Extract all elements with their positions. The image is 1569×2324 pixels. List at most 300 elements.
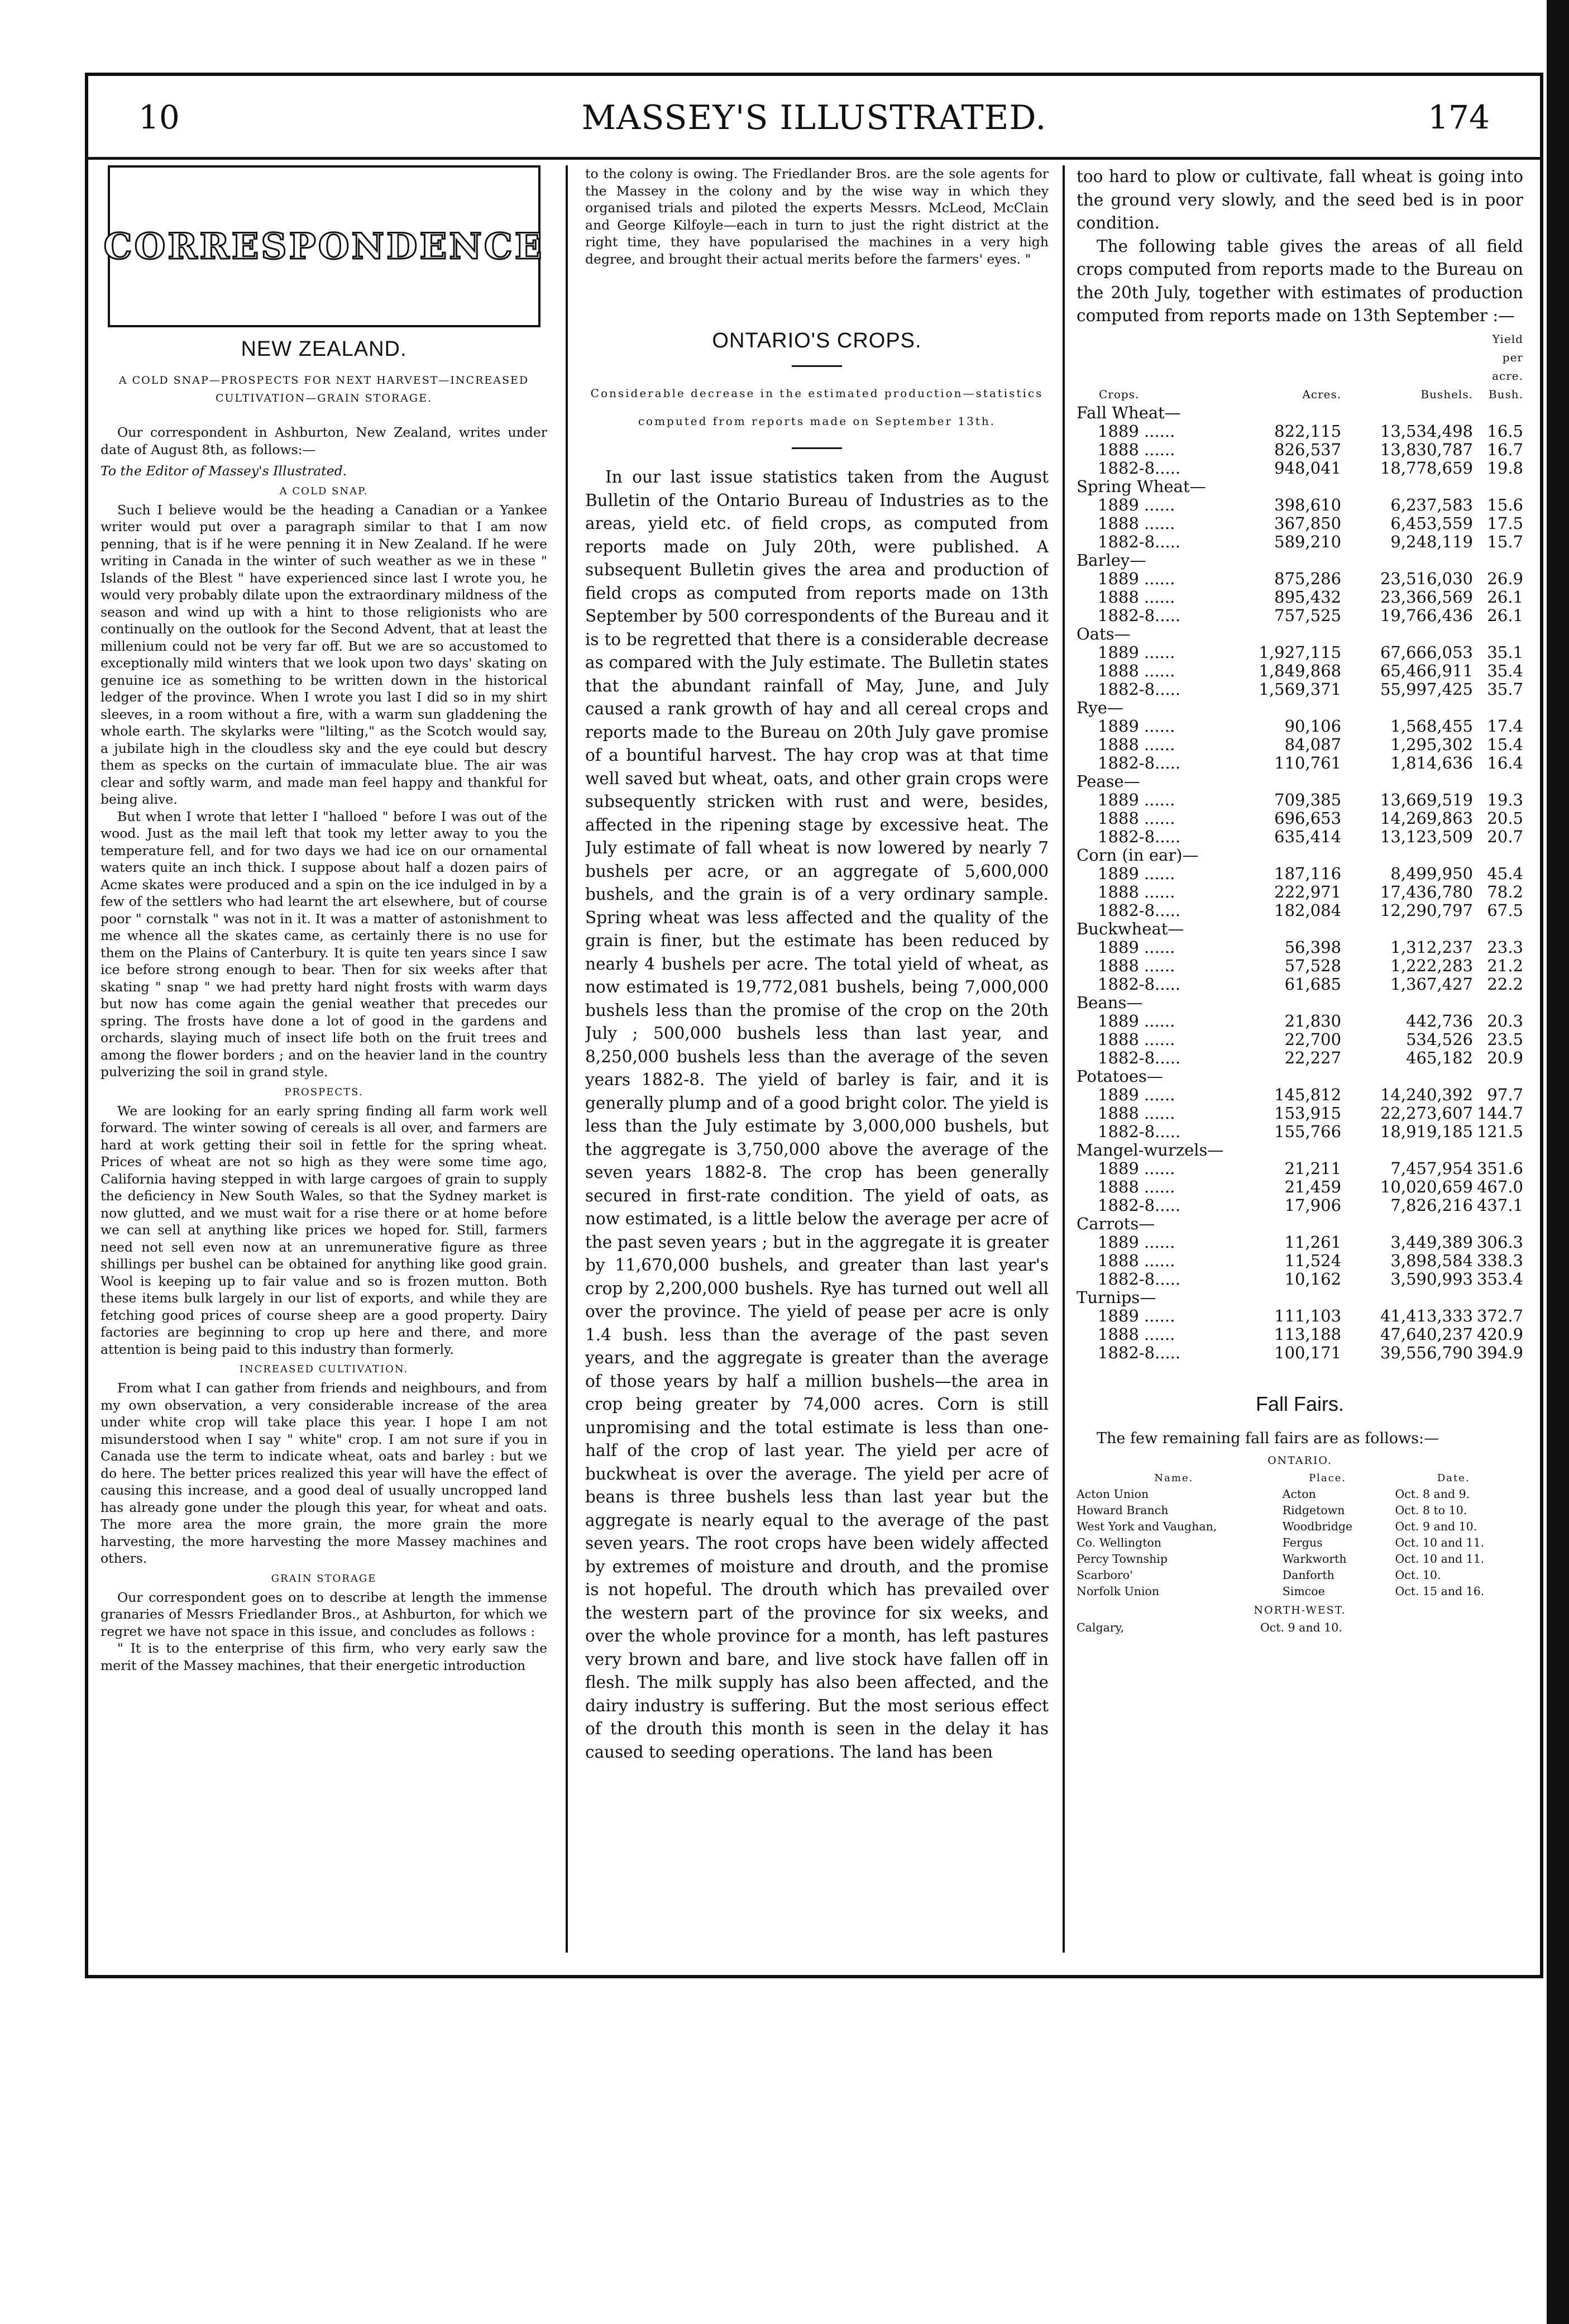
yield-cell: 26.1 — [1487, 587, 1523, 607]
section-subheading: Considerable decrease in the estimated production—statistics computed from reports made on September 13th. — [590, 386, 1044, 428]
year-cell: 1888 ...... — [1098, 1251, 1175, 1270]
bushels-cell: 13,534,498 — [1380, 421, 1473, 441]
acres-cell: 56,398 — [1284, 937, 1342, 957]
section-heading: ONTARIO'S CROPS. — [712, 329, 922, 352]
banner-lettering: CORRESPONDENCE — [103, 225, 544, 268]
crop-name: Turnips— — [1077, 1287, 1156, 1307]
fair-row — [1077, 1620, 1523, 1636]
crop-name: Buckwheat— — [1077, 919, 1184, 938]
bushels-cell: 19,766,436 — [1380, 605, 1473, 625]
article-paragraph: We are looking for an early spring finding all farm work well forward. The winter sowing of cereals is all over, and farmers are hard at work getting their soil in fettle for the spring wheat. Prices of wheat are not so high as they were some time ago, California having stepped in with large cargoes of grain to supply the deficiency in New South Wales, so that the Sydney market is now glutted, and we must wait for a rise there or at home before we can sell at anything like prices we hoped for. Still, farmers need not sell even now at an unremunerative figure as three shillings per bushel can be obtained for anything like good grain. Wool is keeping up to fair value and so is frozen mutton. Both these items bulk largely in our list of exports, and while they are fetching good prices of course sheep are a good property. Dairy factories are beginning to crop up here and there, and more attention is being paid to this industry than formerly. — [101, 1103, 547, 1357]
fair-row — [1077, 1551, 1523, 1567]
acres-cell: 11,261 — [1284, 1232, 1342, 1252]
yield-cell: 19.8 — [1487, 458, 1523, 478]
year-cell: 1882-8..... — [1098, 753, 1181, 772]
fair-date: Oct. 10 and 11. — [1395, 1536, 1485, 1549]
table-row — [1077, 1270, 1523, 1289]
yield-cell: 26.9 — [1487, 569, 1523, 588]
crop-name: Corn (in ear)— — [1077, 845, 1199, 865]
article-paragraph: In our last issue statistics taken from the August Bulletin of the Ontario Bureau of Industries as to the areas, yield etc. of field crops, as computed from reports made on July 20th, were published. A subsequent Bulletin gives the area and production of field crops as computed from reports made on 13th September by 500 correspondents of the Bureau and it is to be regretted that there is a considerable decrease as compared with the July estimate. The Bulletin states that the abundant rainfall of May, June, and July caused a rank growth of hay and all cereal crops and reports made to the Bureau on 20th July gave promise of a bountiful harvest. The hay crop was at that time well saved but wheat, oats, and other grain crops were subsequently stricken with rust and were, besides, affected in the ripening stage by excessive heat. The July estimate of fall wheat is now lowered by nearly 7 bushels per acre, or an aggregate of 5,600,000 bushels, and the grain is of a very ordinary sample. Spring wheat was less affected and the quality of the grain is finer, but the estimate has been reduced by nearly 4 bushels per acre. The total yield of wheat, as now estimated is 19,772,081 bushels, being 7,000,000 bushels less than the promise of the crop on the 20th July ; 500,000 bushels less than last year, and 8,250,000 bushels less than the average of the seven years 1882-8. The yield of barley is fair, and it is generally plump and of a good bright color. The yield is less than the July estimate by 3,000,000 bushels, but the aggregate is 3,750,000 above the average of the seven years 1882-8. The crop has been generally secured in first-rate condition. The yield of oats, as now estimated, is a little below the average per acre of the past seven years ; but in the aggregate it is greater by 11,670,000 bushels, and greater than last year's crop by 2,200,000 bushels. Rye has turned out well all over the province. The yield of pease per acre is only 1.4 bush. less than the average of the past seven years, and the aggregate is greater than the average of those years by half a million bushels—the area in crop being greater by 74,000 acres. Corn is still unpromising and the total estimate is less than one-half of the crop of last year. The yield per acre of buckwheat is over the average. The yield per acre of beans is three bushels less than last year but the aggregate is nearly equal to the average of the past seven years. The root crops have been widely affected by extremes of moisture and drouth, and the promise is not hopeful. The drouth which has prevailed over the western part of the province for six weeks, and over the whole province for a month, has left pastures very brown and bare, and live stock have fallen off in flesh. The milk supply has also been affected, and the dairy industry is suffering. But the most serious effect of the drouth this month is seen in the delay it has caused to seeding operations. The land has been — [585, 467, 1049, 1762]
year-cell: 1882-8..... — [1098, 679, 1181, 699]
year-cell: 1888 ...... — [1098, 734, 1175, 754]
fair-place: Danforth — [1282, 1568, 1334, 1582]
bushels-cell: 67,666,053 — [1380, 642, 1473, 662]
fair-row — [1077, 1519, 1523, 1535]
table-row — [1077, 1252, 1523, 1270]
fair-date: Oct. 9 and 10. — [1395, 1520, 1477, 1533]
yield-cell: 78.2 — [1487, 882, 1523, 901]
fair-place: Ridgetown — [1282, 1504, 1345, 1517]
subsection-heading: GRAIN STORAGE — [271, 1572, 377, 1585]
acres-cell: 1,927,115 — [1259, 642, 1342, 662]
table-row — [1077, 1123, 1523, 1141]
article-paragraph: But when I wrote that letter I "halloed " before I was out of the wood. Just as the mail left that took my letter away to you the temperature fell, and for two days we had ice on our ornamental waters quite an inch thick. I suppose about half a dozen pairs of Acme skates were produced and a spin on the ice indulged in by a few of the settlers who had learnt the art elsewhere, but of course poor " cornstalk " was not in it. It was a matter of astonishment to me whence all the skates came, as certainly there is no use for them on the Plains of Canterbury. It is quite ten years since I saw ice before strong enough to bear. Then for six weeks after that skating " snap " we had pretty hard night frosts with warm days but now has come again the genial weather that precedes our spring. The frosts have done a lot of good in the gardens and orchards, slaying much of insect life both on the fruit trees and among the flower borders ; and on the heavier land in the country pulverizing the soil in grand style. — [101, 808, 547, 1080]
fair-date: Oct. 15 and 16. — [1395, 1585, 1485, 1598]
acres-cell: 589,210 — [1274, 532, 1342, 551]
year-cell: 1889 ...... — [1098, 569, 1175, 588]
table-row — [1077, 514, 1523, 533]
column-left — [101, 165, 547, 1936]
article-paragraph: Such I believe would be the heading a Canadian or a Yankee writer would put over a paragraph similar to that I am now penning, that is if he were penning it in New Zealand. If he were writing in Canada in the winter of such weather as we in these " Islands of the Blest " have experienced since last I wrote you, he would very probably dilate upon the extraordinary mildness of the season and wind up with a hint to those religionists who are continually on the outlook for the Second Advent, that at least the millenium could not be very far off. But we are so accustomed to exceptionally mild winters that we look upon two days' skating on genuine ice as something to be written down in the historical ledger of the province. When I wrote you last I did so in my shirt sleeves, in a room without a fire, with a warm sun gladdening the whole earth. The skylarks were "lilting," as the Scotch would say, a jubilate high in the cloudless sky and the eye could but descry them as specks on the curtain of immaculate blue. The air was clear and softly warm, and made man feel happy and thankful for being alive. — [101, 502, 547, 807]
fair-place: Acton — [1282, 1487, 1316, 1501]
column-right — [1077, 165, 1523, 1936]
table-header: Yield per acre. Bush. — [1488, 332, 1523, 401]
year-cell: 1888 ...... — [1098, 1029, 1175, 1049]
yield-cell: 420.9 — [1476, 1324, 1523, 1344]
year-cell: 1882-8..... — [1098, 1269, 1181, 1289]
acres-cell: 367,850 — [1274, 513, 1342, 533]
yield-cell: 20.7 — [1487, 827, 1523, 846]
fair-date: Oct. 9 and 10. — [1260, 1621, 1342, 1634]
bushels-cell: 39,556,790 — [1380, 1343, 1473, 1362]
acres-cell: 145,812 — [1274, 1085, 1342, 1104]
year-cell: 1889 ...... — [1098, 937, 1175, 957]
yield-cell: 353.4 — [1476, 1269, 1523, 1289]
page-number-left: 10 — [138, 98, 180, 136]
bushels-cell: 55,997,425 — [1380, 679, 1473, 699]
article-paragraph: Our correspondent in Ashburton, New Zealand, writes under date of August 8th, as follows:— — [101, 424, 547, 457]
fairs-intro: The few remaining fall fairs are as follows:— — [1097, 1429, 1439, 1447]
acres-cell: 21,830 — [1284, 1011, 1342, 1030]
year-cell: 1889 ...... — [1098, 1085, 1175, 1104]
fair-place: Warkworth — [1282, 1552, 1347, 1566]
year-cell: 1889 ...... — [1098, 790, 1175, 809]
year-cell: 1882-8..... — [1098, 1122, 1181, 1141]
acres-cell: 187,116 — [1274, 863, 1342, 883]
crop-name: Spring Wheat— — [1077, 476, 1206, 496]
yield-cell: 23.3 — [1487, 937, 1523, 957]
table-row — [1077, 662, 1523, 680]
yield-cell: 338.3 — [1476, 1251, 1523, 1270]
bushels-cell: 17,436,780 — [1380, 882, 1473, 901]
column-divider — [1063, 165, 1065, 1953]
crop-group-row — [1077, 994, 1523, 1012]
table-header: Date. — [1437, 1472, 1470, 1484]
subsection-heading: PROSPECTS. — [284, 1086, 363, 1098]
bushels-cell: 9,248,119 — [1390, 532, 1473, 551]
yield-cell: 16.5 — [1487, 421, 1523, 441]
bushels-cell: 47,640,237 — [1380, 1324, 1473, 1344]
fair-row — [1077, 1502, 1523, 1519]
yield-cell: 35.4 — [1487, 661, 1523, 680]
table-header: Name. — [1154, 1472, 1194, 1484]
table-row — [1077, 809, 1523, 828]
bushels-cell: 1,312,237 — [1390, 937, 1473, 957]
bushels-cell: 23,366,569 — [1380, 587, 1473, 607]
year-cell: 1882-8..... — [1098, 1195, 1181, 1215]
acres-cell: 21,211 — [1284, 1158, 1342, 1178]
yield-cell: 17.5 — [1487, 513, 1523, 533]
year-cell: 1888 ...... — [1098, 661, 1175, 680]
table-row — [1077, 459, 1523, 478]
year-cell: 1889 ...... — [1098, 1232, 1175, 1252]
article-paragraph: too hard to plow or cultivate, fall wheat is going into the ground very slowly, and the seed bed is in poor condition. — [1077, 167, 1523, 232]
acres-cell: 875,286 — [1274, 569, 1342, 588]
table-row — [1077, 1104, 1523, 1123]
bushels-cell: 1,295,302 — [1390, 734, 1473, 754]
table-row — [1077, 736, 1523, 754]
table-row — [1077, 865, 1523, 883]
table-row — [1077, 1196, 1523, 1215]
subsection-heading: INCREASED CULTIVATION. — [239, 1363, 409, 1375]
bushels-cell: 1,568,455 — [1390, 716, 1473, 736]
crop-group-row — [1077, 846, 1523, 865]
crop-group-row — [1077, 1289, 1523, 1307]
acres-cell: 826,537 — [1274, 440, 1342, 459]
year-cell: 1888 ...... — [1098, 808, 1175, 828]
table-row — [1077, 957, 1523, 975]
year-cell: 1882-8..... — [1098, 1048, 1181, 1067]
table-row — [1077, 717, 1523, 736]
masthead-title: MASSEY'S ILLUSTRATED. — [581, 98, 1047, 137]
bushels-cell: 18,778,659 — [1380, 458, 1473, 478]
crop-name: Oats— — [1077, 624, 1131, 643]
table-row — [1077, 588, 1523, 607]
page-number-right: 174 — [1428, 98, 1490, 136]
yield-cell: 19.3 — [1487, 790, 1523, 809]
yield-cell: 394.9 — [1476, 1343, 1523, 1362]
fair-row — [1077, 1535, 1523, 1551]
fair-name: Howard Branch — [1077, 1504, 1169, 1517]
page-header — [88, 76, 1540, 160]
year-cell: 1888 ...... — [1098, 1324, 1175, 1344]
table-row — [1077, 938, 1523, 957]
page-edge-shadow — [1547, 0, 1569, 2324]
acres-cell: 61,685 — [1284, 974, 1342, 994]
yield-cell: 16.7 — [1487, 440, 1523, 459]
fair-name: Norfolk Union — [1077, 1585, 1160, 1598]
yield-cell: 20.5 — [1487, 808, 1523, 828]
acres-cell: 709,385 — [1274, 790, 1342, 809]
article-paragraph: From what I can gather from friends and neighbours, and from my own observation, a very considerable increase of the area under white crop will take place this year. I hope I am not misunderstood when I say " white" crop. I am not sure if you in Canada use the term to indicate wheat, oats and barley : but we do here. The better prices realized this year will have the effect of causing this increase, and a good deal of usually uncropped land has already gone under the plough this year, for wheat and oats. The more area the more grain, the more grain the more harvesting, the more harvesting the more Massey machines and others. — [101, 1380, 547, 1566]
table-row — [1077, 1030, 1523, 1049]
table-row — [1077, 754, 1523, 772]
acres-cell: 153,915 — [1274, 1103, 1342, 1123]
year-cell: 1889 ...... — [1098, 421, 1175, 441]
table-header: Place. — [1309, 1472, 1347, 1484]
fair-date: Oct. 8 to 10. — [1395, 1504, 1467, 1517]
crop-name: Beans— — [1077, 992, 1143, 1012]
acres-cell: 11,524 — [1284, 1251, 1342, 1270]
bushels-cell: 7,457,954 — [1390, 1158, 1473, 1178]
acres-cell: 822,115 — [1274, 421, 1342, 441]
correspondence-banner — [103, 165, 544, 327]
yield-cell: 22.2 — [1487, 974, 1523, 994]
yield-cell: 26.1 — [1487, 605, 1523, 625]
acres-cell: 222,971 — [1274, 882, 1342, 901]
fair-place: Woodbridge — [1282, 1520, 1353, 1533]
table-header: Acres. — [1302, 387, 1342, 401]
column-middle — [585, 165, 1049, 1936]
crop-group-row — [1077, 404, 1523, 422]
article-paragraph: " It is to the enterprise of this firm, who very early saw the merit of the Massey machines, that their energetic introduction — [101, 1640, 547, 1673]
fair-place: Simcoe — [1282, 1585, 1325, 1598]
short-rule — [792, 365, 842, 367]
table-row — [1077, 441, 1523, 459]
fair-row — [1077, 1583, 1523, 1600]
yield-cell: 15.7 — [1487, 532, 1523, 551]
bushels-cell: 3,590,993 — [1390, 1269, 1473, 1289]
year-cell: 1882-8..... — [1098, 827, 1181, 846]
crop-group-row — [1077, 625, 1523, 643]
yield-cell: 21.2 — [1487, 956, 1523, 975]
crop-group-row — [1077, 772, 1523, 791]
year-cell: 1889 ...... — [1098, 642, 1175, 662]
salutation: To the Editor of Massey's Illustrated. — [101, 463, 347, 479]
bushels-cell: 465,182 — [1406, 1048, 1473, 1067]
subsection-heading: A COLD SNAP. — [279, 485, 369, 497]
column-divider — [566, 165, 568, 1953]
crop-group-row — [1077, 1067, 1523, 1086]
crop-group-row — [1077, 920, 1523, 938]
table-row — [1077, 901, 1523, 920]
acres-cell: 155,766 — [1274, 1122, 1342, 1141]
yield-cell: 20.3 — [1487, 1011, 1523, 1030]
fairs-table — [1077, 1620, 1523, 1636]
table-row — [1077, 607, 1523, 625]
bushels-cell: 534,526 — [1406, 1029, 1473, 1049]
fair-name: Co. Wellington — [1077, 1536, 1162, 1549]
fair-row — [1077, 1486, 1523, 1502]
acres-cell: 111,103 — [1274, 1306, 1342, 1325]
article-paragraph: to the colony is owing. The Friedlander Bros. are the sole agents for the Massey in the colony and by the wise way in which they organised trials and piloted the experts Messrs. McLeod, McClain and George Kilfoyle—each in turn to just the right district at the right time, they have popularised the machines in a very high degree, and brought their actual merits before the farmers' eyes. " — [585, 166, 1049, 267]
bushels-cell: 65,466,911 — [1380, 661, 1473, 680]
yield-cell: 144.7 — [1476, 1103, 1523, 1123]
yield-cell: 23.5 — [1487, 1029, 1523, 1049]
acres-cell: 398,610 — [1274, 495, 1342, 514]
table-row — [1077, 533, 1523, 551]
yield-cell: 372.7 — [1476, 1306, 1523, 1325]
yield-cell: 17.4 — [1487, 716, 1523, 736]
acres-cell: 696,653 — [1274, 808, 1342, 828]
acres-cell: 635,414 — [1274, 827, 1342, 846]
acres-cell: 90,106 — [1284, 716, 1342, 736]
table-row — [1077, 1325, 1523, 1344]
year-cell: 1889 ...... — [1098, 716, 1175, 736]
table-row — [1077, 1159, 1523, 1178]
yield-cell: 15.6 — [1487, 495, 1523, 514]
bushels-cell: 14,269,863 — [1380, 808, 1473, 828]
table-row — [1077, 791, 1523, 809]
table-header: Bushels. — [1420, 387, 1473, 401]
year-cell: 1889 ...... — [1098, 863, 1175, 883]
fair-name: Percy Township — [1077, 1552, 1168, 1566]
bushels-cell: 3,898,584 — [1390, 1251, 1473, 1270]
crop-name: Pease— — [1077, 771, 1140, 791]
crop-group-row — [1077, 699, 1523, 717]
section-subheading: A COLD SNAP—PROSPECTS FOR NEXT HARVEST—INCREASED CULTIVATION—GRAIN STORAGE. — [118, 374, 529, 404]
crop-name: Barley— — [1077, 550, 1146, 570]
table-row — [1077, 643, 1523, 662]
acres-cell: 110,761 — [1274, 753, 1342, 772]
year-cell: 1888 ...... — [1098, 513, 1175, 533]
bushels-cell: 10,020,659 — [1380, 1177, 1473, 1196]
yield-cell: 67.5 — [1487, 900, 1523, 920]
fair-name: Calgary, — [1077, 1621, 1124, 1634]
table-row — [1077, 496, 1523, 514]
fair-date: Oct. 8 and 9. — [1395, 1487, 1470, 1501]
yield-cell: 121.5 — [1476, 1122, 1523, 1141]
acres-cell: 1,849,868 — [1259, 661, 1342, 680]
crop-statistics-table — [1077, 330, 1523, 1362]
fall-fairs-heading: Fall Fairs. — [1255, 1392, 1344, 1415]
table-row — [1077, 422, 1523, 441]
acres-cell: 22,700 — [1284, 1029, 1342, 1049]
crop-group-row — [1077, 478, 1523, 496]
fair-place: Fergus — [1282, 1536, 1323, 1549]
year-cell: 1889 ...... — [1098, 1011, 1175, 1030]
acres-cell: 182,084 — [1274, 900, 1342, 920]
acres-cell: 17,906 — [1284, 1195, 1342, 1215]
bushels-cell: 13,830,787 — [1380, 440, 1473, 459]
acres-cell: 57,528 — [1284, 956, 1342, 975]
bushels-cell: 1,814,636 — [1390, 753, 1473, 772]
table-row — [1077, 1012, 1523, 1030]
bushels-cell: 6,453,559 — [1390, 513, 1473, 533]
page-frame — [85, 73, 1543, 1978]
acres-cell: 21,459 — [1284, 1177, 1342, 1196]
table-row — [1077, 570, 1523, 588]
table-row — [1077, 1178, 1523, 1196]
acres-cell: 113,188 — [1274, 1324, 1342, 1344]
table-row — [1077, 1049, 1523, 1067]
crop-name: Fall Wheat— — [1077, 403, 1181, 422]
fair-date: Oct. 10. — [1395, 1568, 1441, 1582]
table-row — [1077, 1233, 1523, 1252]
crop-name: Potatoes— — [1077, 1066, 1163, 1086]
section-heading: NEW ZEALAND. — [241, 337, 407, 361]
acres-cell: 895,432 — [1274, 587, 1342, 607]
fair-name: Acton Union — [1077, 1487, 1149, 1501]
yield-cell: 20.9 — [1487, 1048, 1523, 1067]
acres-cell: 948,041 — [1274, 458, 1342, 478]
acres-cell: 22,227 — [1284, 1048, 1342, 1067]
year-cell: 1889 ...... — [1098, 1158, 1175, 1178]
year-cell: 1882-8..... — [1098, 458, 1181, 478]
year-cell: 1882-8..... — [1098, 974, 1181, 994]
year-cell: 1889 ...... — [1098, 495, 1175, 514]
year-cell: 1882-8..... — [1098, 605, 1181, 625]
table-row — [1077, 1086, 1523, 1104]
yield-cell: 467.0 — [1476, 1177, 1523, 1196]
table-row — [1077, 1344, 1523, 1362]
crop-group-row — [1077, 1215, 1523, 1233]
yield-cell: 35.7 — [1487, 679, 1523, 699]
province-heading: NORTH-WEST. — [1254, 1604, 1346, 1616]
fair-place — [1216, 1620, 1249, 1636]
yield-cell: 15.4 — [1487, 734, 1523, 754]
fairs-table — [1077, 1470, 1523, 1600]
table-row — [1077, 883, 1523, 901]
yield-cell: 16.4 — [1487, 753, 1523, 772]
bushels-cell: 13,669,519 — [1380, 790, 1473, 809]
year-cell: 1888 ...... — [1098, 440, 1175, 459]
bushels-cell: 3,449,389 — [1390, 1232, 1473, 1252]
article-paragraph: The following table gives the areas of all field crops computed from reports made to the Bureau on the 20th July, together with estimates of production computed from reports made on 13th September :— — [1077, 236, 1523, 325]
acres-cell: 757,525 — [1274, 605, 1342, 625]
table-row — [1077, 828, 1523, 846]
short-rule — [792, 447, 842, 449]
header-rule — [88, 157, 1540, 160]
year-cell: 1888 ...... — [1098, 882, 1175, 901]
bushels-cell: 1,222,283 — [1390, 956, 1473, 975]
acres-cell: 100,171 — [1274, 1343, 1342, 1362]
crop-name: Rye— — [1077, 698, 1123, 717]
acres-cell: 84,087 — [1284, 734, 1342, 754]
fair-row — [1077, 1567, 1523, 1583]
year-cell: 1882-8..... — [1098, 1343, 1181, 1362]
yield-cell: 45.4 — [1487, 863, 1523, 883]
bushels-cell: 14,240,392 — [1380, 1085, 1473, 1104]
bushels-cell: 23,516,030 — [1380, 569, 1473, 588]
yield-cell: 97.7 — [1487, 1085, 1523, 1104]
year-cell: 1882-8..... — [1098, 532, 1181, 551]
crop-group-row — [1077, 1141, 1523, 1159]
article-paragraph: Our correspondent goes on to describe at length the immense granaries of Messrs Friedlander Bros., at Ashburton, for which we regret we have not space in this issue, and concludes as follows : — [101, 1589, 547, 1639]
bushels-cell: 8,499,950 — [1390, 863, 1473, 883]
bushels-cell: 22,273,607 — [1380, 1103, 1473, 1123]
bushels-cell: 13,123,509 — [1380, 827, 1473, 846]
acres-cell: 1,569,371 — [1259, 679, 1342, 699]
year-cell: 1888 ...... — [1098, 587, 1175, 607]
table-row — [1077, 680, 1523, 699]
fair-name: West York and Vaughan, — [1077, 1520, 1217, 1533]
yield-cell: 306.3 — [1476, 1232, 1523, 1252]
bushels-cell: 12,290,797 — [1380, 900, 1473, 920]
yield-cell: 437.1 — [1476, 1195, 1523, 1215]
year-cell: 1888 ...... — [1098, 956, 1175, 975]
year-cell: 1888 ...... — [1098, 1103, 1175, 1123]
bushels-cell: 7,826,216 — [1390, 1195, 1473, 1215]
crop-group-row — [1077, 551, 1523, 570]
table-header: Crops. — [1099, 387, 1140, 401]
year-cell: 1889 ...... — [1098, 1306, 1175, 1325]
bushels-cell: 41,413,333 — [1380, 1306, 1473, 1325]
bushels-cell: 442,736 — [1406, 1011, 1473, 1030]
fair-name: Scarboro' — [1077, 1568, 1133, 1582]
year-cell: 1882-8..... — [1098, 900, 1181, 920]
acres-cell: 10,162 — [1284, 1269, 1342, 1289]
yield-cell: 351.6 — [1476, 1158, 1523, 1178]
table-row — [1077, 1307, 1523, 1325]
yield-cell: 35.1 — [1487, 642, 1523, 662]
year-cell: 1888 ...... — [1098, 1177, 1175, 1196]
bushels-cell: 6,237,583 — [1390, 495, 1473, 514]
crop-name: Carrots— — [1077, 1214, 1155, 1233]
table-row — [1077, 975, 1523, 994]
crop-name: Mangel-wurzels— — [1077, 1140, 1224, 1159]
fair-date: Oct. 10 and 11. — [1395, 1552, 1485, 1566]
